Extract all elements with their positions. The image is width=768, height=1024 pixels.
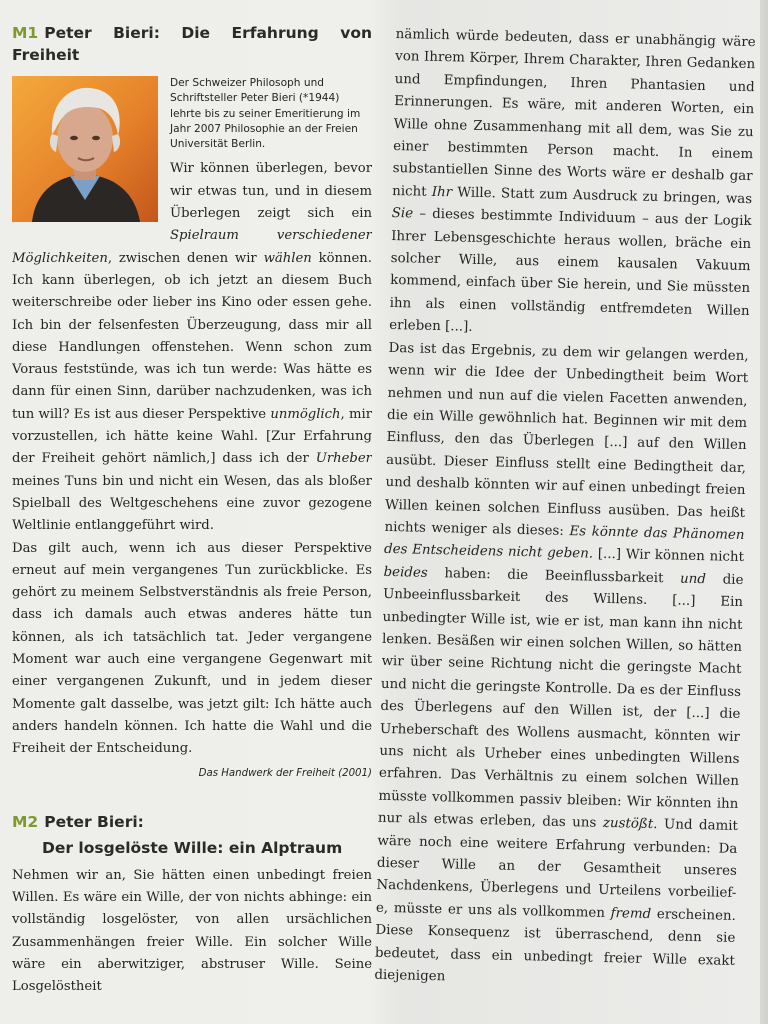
m1-p1-text-e: meines Tuns bin und nicht ein Wesen, das als bloßer Spielball des Weltgeschehens eine zuvor gezogene Weltlinie entlanggeführt wird. <box>12 473 372 534</box>
right-p2-text-e: . Und damit wäre noch eine weitere Erfahrung verbunden: Da dieser Wille an der Gesamtheit unseres Nachdenkens, Überlegens und Urteilens vorbeilief-e, müsste er uns als vollkommen <box>375 817 739 921</box>
page-edge-shadow <box>760 0 768 1024</box>
m2-title: Peter Bieri: <box>44 812 144 831</box>
right-p2-text-c: haben: die Beeinflussbarkeit <box>427 565 681 587</box>
right-p1-text-b: Wille. Statt zum Ausdruck zu bringen, was <box>451 185 753 207</box>
author-photo <box>12 76 158 222</box>
left-column <box>12 22 372 999</box>
right-p1-text-c: – dieses bestimmte Individuum – aus der Logik Ihrer Lebensgeschichte heraus wollen, bräche ein solcher Wille, aus einem kausalen Vakuum kommend, einfach über Sie herein, und Sie müssten ihn als einen vollständig entfremdeten Willen erleben [...]. <box>388 206 752 336</box>
right-p2-text-d: die Unbeeinflussbarkeit des Willens. [...] Ein unbedingter Wille ist, wie er ist, man kann ihn nicht lenken. Besäßen wir einen solchen Willen, so hätten wir über seine Richtung nicht die geringste Macht und nicht die geringste Kontrolle. Da es der Einfluss des Überlegens auf den Willen ist, der [...] die Urheberschaft des Wollens ausmacht, könnten wir uns nicht als Urheber eines unbedingten Willens erfahren. Das Verhältnis zu einem solchen Willen müsste vollkommen passiv bleiben: Wir könnten ihn nur als etwas erleben, das uns <box>377 571 744 832</box>
m1-intro <box>12 72 372 538</box>
m1-p1-emphasis-2: wählen <box>263 250 312 266</box>
right-p1-emphasis-2: Sie <box>391 206 414 222</box>
right-p2-emphasis-4: zustößt <box>602 816 654 833</box>
m1-p1-emphasis-4: Urheber <box>315 451 372 467</box>
m2-section <box>12 811 372 999</box>
right-p2-emphasis-5: fremd <box>610 905 652 922</box>
right-p2-text-a: Das ist das Ergebnis, zu dem wir gelangen werden, wenn wir die Idee der Unbedingtheit beim Wort nehmen und nun auf die vielen Facetten anwenden, die ein Wille gewöhnlich hat. Beginnen wir mit dem Einfluss, den das Überlegen [...] auf den Willen ausübt. Dieser Einfluss stellt eine Bedingtheit dar, und deshalb könnten wir auf einen unbedingt freien Willen keinen solchen Einfluss ausüben. Das heißt nichts weniger als dieses: <box>384 340 749 540</box>
right-p2-text-b: [...] Wir können nicht <box>592 546 745 566</box>
m1-p1-emphasis-1: Spielraum verschiedener Möglichkeiten <box>12 228 372 266</box>
m1-tag: M1 <box>12 24 39 42</box>
m1-p1-text-d: , mir vorzustellen, ich hätte keine Wahl. [Zur Erfahrung der Freiheit gehört nämlich,] dass ich der <box>12 406 372 467</box>
m2-heading <box>12 811 372 833</box>
m1-paragraph-2: Das gilt auch, wenn ich aus dieser Perspektive erneut auf mein vergangenes Tun zurückblicke. Es gehört zu meinem Selbstverständnis als freie Person, dass ich damals auch etwas anderes hätte tun können, als ich tatsächlich tat. Jeder vergangene Moment war auch eine vergangene Gegenwart mit einer vergangenen Zukunft, und in jedem dieser Momente galt dasselbe, was jetzt gilt: Ich hätte auch anders handeln können. Ich hatte die Wahl und die Freiheit der Entscheidung. <box>12 540 372 757</box>
m2-tag: M2 <box>12 812 39 831</box>
m2-paragraph-1-cont <box>389 24 756 346</box>
m1-source: Das Handwerk der Freiheit (2001) <box>198 767 372 779</box>
m2-subtitle: Der losgelöste Wille: ein Alptraum <box>42 838 343 857</box>
portrait-illustration <box>12 76 158 222</box>
right-p1-text-a: nämlich würde bedeuten, dass er unabhängig wäre von Ihrem Körper, Ihrem Charakter, Ihren Gedanken und Empfindungen, Ihren Phantasien und Erinnerungen. Es wäre, mit anderen Worten, ein Wille ohne Zusammenhang mit all dem, was Sie zu einer bestimmten Person macht. In einem substantiellen Sinne des Worts wäre er deshalb gar nicht <box>392 26 756 200</box>
m1-p1-text-a: Wir können überlegen, bevor wir etwas tun, und in diesem Überlegen zeigt sich ein <box>170 161 372 222</box>
m1-p1-text-b: , zwischen denen wir <box>107 250 264 266</box>
right-p2-emphasis-3: und <box>679 571 707 587</box>
right-p2-text-f: erscheinen. Diese Konsequenz ist überraschend, denn sie bedeutet, dass ein unbedingt freier Wille exakt diejenigen <box>374 906 737 985</box>
m1-p1-text-c: können. Ich kann überlegen, ob ich jetzt an diesem Buch weiterschreibe oder lieber ins Kino oder essen gehe. Ich bin der felsenfesten Überzeugung, dass mir all diese Handlungen offenstehen. Wenn schon zum Voraus feststünde, was ich tun werde: Was hätte es dann für einen Sinn, darüber nachzudenken, was ich tun will? Es ist aus dieser Perspektive <box>12 250 372 422</box>
right-p1-emphasis-1: Ihr <box>431 184 453 201</box>
right-p2-emphasis-1: Es könnte das Phänomen des Entscheidens nicht geben. <box>383 524 745 562</box>
m2-paragraph-1: Nehmen wir an, Sie hätten einen unbedingt freien Willen. Es wäre ein Wille, der von nichts abhinge: ein vollständig losgelöster, von allen ursächlichen Zusammenhängen freier Wille. Ein solcher Wille wäre ein aberwitziger, abstruser Wille. Seine Losgelöstheit <box>12 867 372 995</box>
m1-heading <box>12 22 372 66</box>
m2-paragraph-2 <box>374 338 749 996</box>
m1-bio: Der Schweizer Philosoph und Schriftsteller Peter Bieri (*1944) lehrte bis zu seiner Emeritierung im Jahr 2007 Philosophie an der Freien Universität Berlin. <box>170 77 361 151</box>
right-column <box>374 24 756 995</box>
right-p2-emphasis-2: beides <box>383 564 428 581</box>
m1-p1-emphasis-3: unmöglich <box>270 406 341 422</box>
m1-title: Peter Bieri: Die Erfahrung von Freiheit <box>12 24 372 64</box>
